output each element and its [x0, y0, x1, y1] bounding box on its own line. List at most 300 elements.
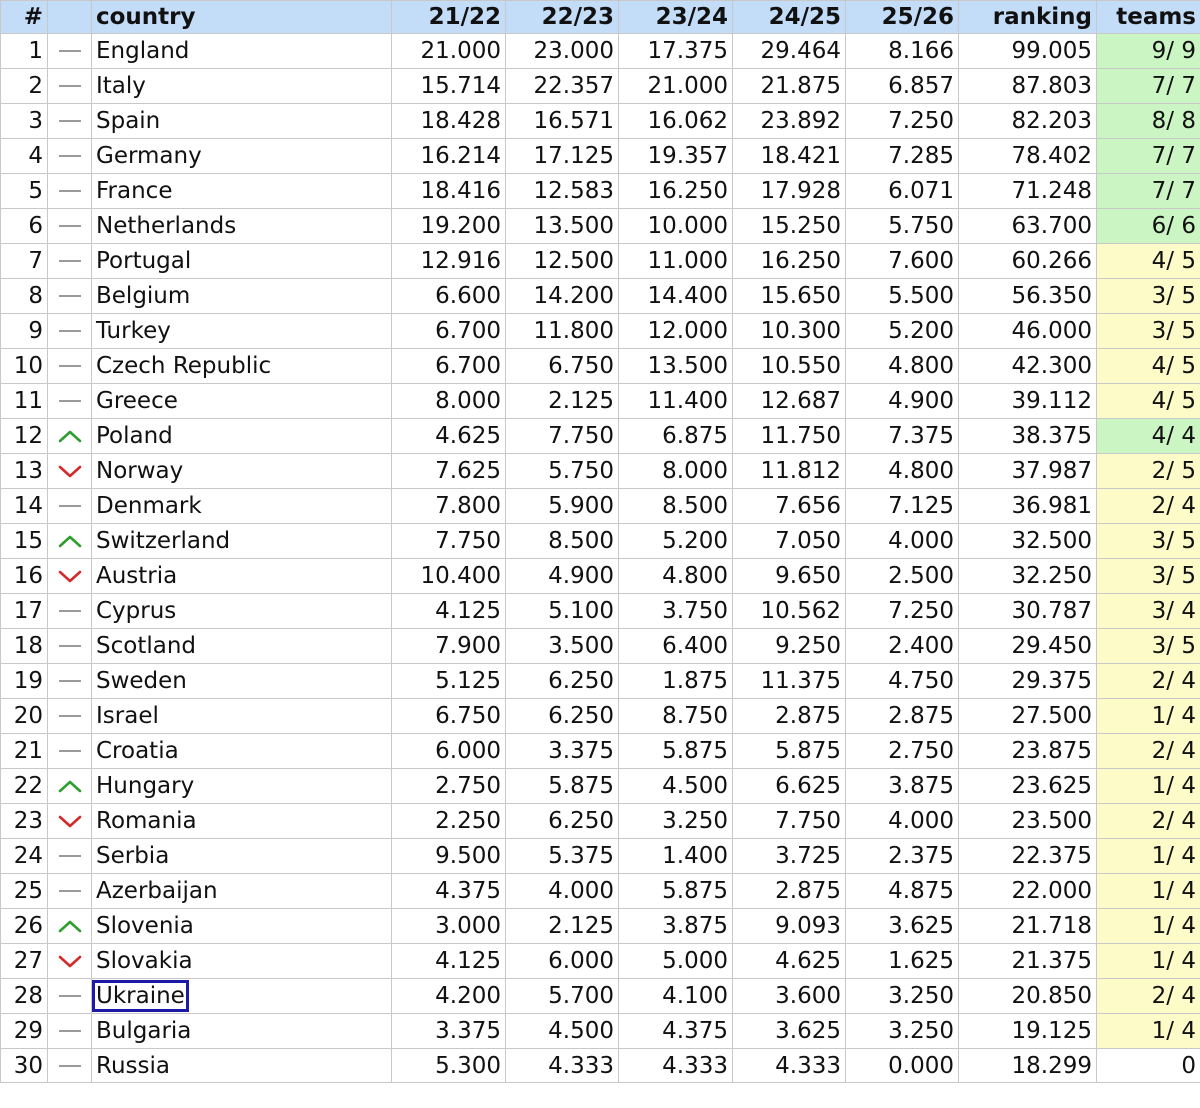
table-row[interactable]	[1, 944, 1200, 979]
season-2223-cell: 3.375	[506, 734, 619, 769]
dash-icon	[57, 987, 83, 1005]
season-2425-cell: 7.050	[733, 524, 846, 559]
trend-cell	[48, 629, 92, 664]
season-2324-cell: 5.000	[619, 944, 733, 979]
season-2526-cell: 2.500	[846, 559, 959, 594]
rank-cell: 8	[1, 279, 48, 314]
season-2526-cell: 4.900	[846, 384, 959, 419]
season-2526-cell: 7.250	[846, 594, 959, 629]
rank-cell: 22	[1, 769, 48, 804]
rank-cell: 26	[1, 909, 48, 944]
table-row[interactable]	[1, 1014, 1200, 1049]
season-2526-cell: 2.750	[846, 734, 959, 769]
season-2425-cell: 12.687	[733, 384, 846, 419]
country-cell[interactable]: Slovenia	[92, 909, 392, 944]
season-2526-cell: 3.250	[846, 1014, 959, 1049]
ranking-cell: 21.718	[959, 909, 1097, 944]
rank-cell: 17	[1, 594, 48, 629]
ranking-cell: 21.375	[959, 944, 1097, 979]
season-2425-cell: 5.875	[733, 734, 846, 769]
country-cell[interactable]: Romania	[92, 804, 392, 839]
ranking-cell: 32.250	[959, 559, 1097, 594]
trend-cell	[48, 909, 92, 944]
teams-cell: 1/ 4	[1097, 874, 1200, 909]
dash-icon	[57, 77, 83, 95]
season-2223-cell: 5.900	[506, 489, 619, 524]
rank-cell: 5	[1, 174, 48, 209]
table-row[interactable]	[1, 909, 1200, 944]
trend-cell	[48, 734, 92, 769]
season-2425-cell: 18.421	[733, 139, 846, 174]
table-row[interactable]	[1, 244, 1200, 279]
season-2526-cell: 4.750	[846, 664, 959, 699]
teams-cell: 9/ 9	[1097, 34, 1200, 69]
table-row[interactable]	[1, 314, 1200, 349]
trend-cell	[48, 34, 92, 69]
season-2122-cell: 4.125	[392, 594, 506, 629]
season-2425-cell: 9.250	[733, 629, 846, 664]
season-2526-cell: 8.166	[846, 34, 959, 69]
ranking-cell: 19.125	[959, 1014, 1097, 1049]
country-cell[interactable]: Azerbaijan	[92, 874, 392, 909]
season-2526-cell: 7.375	[846, 419, 959, 454]
header-ranking[interactable]: ranking	[959, 1, 1097, 34]
season-2324-cell: 5.875	[619, 734, 733, 769]
season-2526-cell: 5.750	[846, 209, 959, 244]
rank-cell: 12	[1, 419, 48, 454]
header-rank[interactable]: #	[1, 1, 48, 34]
season-2122-cell: 4.125	[392, 944, 506, 979]
ranking-cell: 22.375	[959, 839, 1097, 874]
dash-icon	[57, 602, 83, 620]
season-2223-cell: 5.875	[506, 769, 619, 804]
trend-cell	[48, 174, 92, 209]
season-2122-cell: 4.200	[392, 979, 506, 1014]
ranking-cell: 46.000	[959, 314, 1097, 349]
country-cell[interactable]: Belgium	[92, 279, 392, 314]
table-row[interactable]	[1, 384, 1200, 419]
season-2324-cell: 16.250	[619, 174, 733, 209]
season-2324-cell: 12.000	[619, 314, 733, 349]
rank-cell: 29	[1, 1014, 48, 1049]
dash-icon	[57, 182, 83, 200]
country-cell[interactable]: Serbia	[92, 839, 392, 874]
teams-cell: 2/ 4	[1097, 979, 1200, 1014]
country-cell[interactable]: Bulgaria	[92, 1014, 392, 1049]
ranking-cell: 87.803	[959, 69, 1097, 104]
ranking-cell: 27.500	[959, 699, 1097, 734]
trend-cell	[48, 104, 92, 139]
season-2223-cell: 6.000	[506, 944, 619, 979]
season-2425-cell: 7.656	[733, 489, 846, 524]
selected-country-label[interactable]: Ukraine	[92, 980, 189, 1012]
season-2122-cell: 6.000	[392, 734, 506, 769]
season-2425-cell: 17.928	[733, 174, 846, 209]
chevron-down-icon	[57, 462, 83, 480]
teams-cell: 2/ 4	[1097, 489, 1200, 524]
season-2122-cell: 21.000	[392, 34, 506, 69]
rank-cell: 6	[1, 209, 48, 244]
rank-cell: 4	[1, 139, 48, 174]
table-row[interactable]	[1, 104, 1200, 139]
season-2526-cell: 4.800	[846, 349, 959, 384]
season-2425-cell: 29.464	[733, 34, 846, 69]
season-2324-cell: 13.500	[619, 349, 733, 384]
header-country[interactable]: country	[92, 1, 392, 34]
rank-cell: 16	[1, 559, 48, 594]
country-cell[interactable]: Portugal	[92, 244, 392, 279]
season-2324-cell: 5.875	[619, 874, 733, 909]
ranking-cell: 56.350	[959, 279, 1097, 314]
dash-icon	[57, 672, 83, 690]
rank-cell: 23	[1, 804, 48, 839]
season-2324-cell: 11.000	[619, 244, 733, 279]
season-2223-cell: 13.500	[506, 209, 619, 244]
ranking-cell: 39.112	[959, 384, 1097, 419]
country-cell[interactable]: Cyprus	[92, 594, 392, 629]
season-2223-cell: 2.125	[506, 909, 619, 944]
rank-cell: 7	[1, 244, 48, 279]
ranking-cell: 36.981	[959, 489, 1097, 524]
season-2223-cell: 22.357	[506, 69, 619, 104]
table-row[interactable]	[1, 174, 1200, 209]
country-cell[interactable]: Hungary	[92, 769, 392, 804]
header-season-2324[interactable]: 23/24	[619, 1, 733, 34]
season-2122-cell: 10.400	[392, 559, 506, 594]
table-row[interactable]	[1, 419, 1200, 454]
season-2526-cell: 7.285	[846, 139, 959, 174]
season-2526-cell: 4.875	[846, 874, 959, 909]
trend-cell	[48, 944, 92, 979]
season-2425-cell: 23.892	[733, 104, 846, 139]
season-2526-cell: 2.375	[846, 839, 959, 874]
dash-icon	[57, 847, 83, 865]
dash-icon	[57, 497, 83, 515]
teams-cell: 1/ 4	[1097, 769, 1200, 804]
season-2425-cell: 7.750	[733, 804, 846, 839]
teams-cell: 4/ 5	[1097, 349, 1200, 384]
ranking-cell: 20.850	[959, 979, 1097, 1014]
table-row[interactable]	[1, 559, 1200, 594]
country-cell[interactable]: England	[92, 34, 392, 69]
rank-cell: 1	[1, 34, 48, 69]
ranking-cell: 23.625	[959, 769, 1097, 804]
rank-cell: 19	[1, 664, 48, 699]
table-row[interactable]	[1, 699, 1200, 734]
trend-cell	[48, 664, 92, 699]
season-2526-cell: 0.000	[846, 1049, 959, 1083]
season-2425-cell: 10.550	[733, 349, 846, 384]
season-2122-cell: 7.800	[392, 489, 506, 524]
season-2526-cell: 4.000	[846, 524, 959, 559]
dash-icon	[57, 357, 83, 375]
table-row[interactable]	[1, 769, 1200, 804]
dash-icon	[57, 322, 83, 340]
season-2223-cell: 6.250	[506, 664, 619, 699]
season-2223-cell: 5.100	[506, 594, 619, 629]
season-2526-cell: 3.250	[846, 979, 959, 1014]
season-2223-cell: 4.500	[506, 1014, 619, 1049]
table-row[interactable]	[1, 209, 1200, 244]
dash-icon	[57, 42, 83, 60]
season-2122-cell: 7.750	[392, 524, 506, 559]
season-2324-cell: 8.500	[619, 489, 733, 524]
chevron-up-icon	[57, 532, 83, 550]
ranking-cell: 99.005	[959, 34, 1097, 69]
header-season-2425[interactable]: 24/25	[733, 1, 846, 34]
ranking-cell: 23.875	[959, 734, 1097, 769]
trend-cell	[48, 314, 92, 349]
season-2526-cell: 2.875	[846, 699, 959, 734]
country-cell[interactable]: Croatia	[92, 734, 392, 769]
season-2324-cell: 4.500	[619, 769, 733, 804]
season-2122-cell: 3.375	[392, 1014, 506, 1049]
trend-cell	[48, 524, 92, 559]
teams-cell: 2/ 4	[1097, 734, 1200, 769]
rank-cell: 3	[1, 104, 48, 139]
season-2526-cell: 3.875	[846, 769, 959, 804]
table-row[interactable]	[1, 594, 1200, 629]
table-row[interactable]	[1, 874, 1200, 909]
rank-cell: 11	[1, 384, 48, 419]
table-row[interactable]	[1, 349, 1200, 384]
season-2223-cell: 17.125	[506, 139, 619, 174]
country-cell[interactable]: Russia	[92, 1049, 392, 1083]
table-row[interactable]	[1, 664, 1200, 699]
table-row[interactable]	[1, 139, 1200, 174]
season-2122-cell: 6.750	[392, 699, 506, 734]
season-2223-cell: 6.750	[506, 349, 619, 384]
season-2425-cell: 2.875	[733, 874, 846, 909]
dash-icon	[57, 287, 83, 305]
table-row[interactable]	[1, 804, 1200, 839]
trend-cell	[48, 139, 92, 174]
season-2122-cell: 6.700	[392, 349, 506, 384]
country-cell[interactable]: Austria	[92, 559, 392, 594]
country-cell[interactable]: Greece	[92, 384, 392, 419]
trend-cell	[48, 979, 92, 1014]
season-2526-cell: 6.071	[846, 174, 959, 209]
dash-icon	[57, 112, 83, 130]
teams-cell: 8/ 8	[1097, 104, 1200, 139]
season-2526-cell: 4.000	[846, 804, 959, 839]
dash-icon	[57, 882, 83, 900]
season-2324-cell: 4.800	[619, 559, 733, 594]
teams-cell: 7/ 7	[1097, 139, 1200, 174]
season-2526-cell: 7.250	[846, 104, 959, 139]
season-2223-cell: 2.125	[506, 384, 619, 419]
rank-cell: 28	[1, 979, 48, 1014]
rank-cell: 15	[1, 524, 48, 559]
ranking-cell: 38.375	[959, 419, 1097, 454]
season-2324-cell: 21.000	[619, 69, 733, 104]
chevron-up-icon	[57, 777, 83, 795]
season-2324-cell: 4.333	[619, 1049, 733, 1083]
season-2526-cell: 4.800	[846, 454, 959, 489]
dash-icon	[57, 707, 83, 725]
season-2223-cell: 12.500	[506, 244, 619, 279]
table-row[interactable]	[1, 1049, 1200, 1083]
trend-cell	[48, 839, 92, 874]
table-row[interactable]	[1, 629, 1200, 664]
trend-cell	[48, 244, 92, 279]
country-cell[interactable]: Netherlands	[92, 209, 392, 244]
ranking-cell: 22.000	[959, 874, 1097, 909]
ranking-cell: 32.500	[959, 524, 1097, 559]
season-2324-cell: 3.750	[619, 594, 733, 629]
season-2223-cell: 5.700	[506, 979, 619, 1014]
country-cell[interactable]: Scotland	[92, 629, 392, 664]
season-2324-cell: 5.200	[619, 524, 733, 559]
country-cell[interactable]: Poland	[92, 419, 392, 454]
season-2324-cell: 1.875	[619, 664, 733, 699]
trend-cell	[48, 559, 92, 594]
ranking-cell: 29.375	[959, 664, 1097, 699]
trend-cell	[48, 279, 92, 314]
season-2425-cell: 15.250	[733, 209, 846, 244]
ranking-cell: 82.203	[959, 104, 1097, 139]
teams-cell: 0	[1097, 1049, 1200, 1083]
season-2324-cell: 6.875	[619, 419, 733, 454]
trend-cell	[48, 384, 92, 419]
season-2324-cell: 17.375	[619, 34, 733, 69]
country-cell[interactable]: Italy	[92, 69, 392, 104]
teams-cell: 7/ 7	[1097, 69, 1200, 104]
rank-cell: 9	[1, 314, 48, 349]
ranking-cell: 37.987	[959, 454, 1097, 489]
header-trend	[48, 1, 92, 34]
season-2223-cell: 5.750	[506, 454, 619, 489]
season-2223-cell: 4.900	[506, 559, 619, 594]
country-cell[interactable]	[92, 979, 392, 1014]
ranking-cell: 18.299	[959, 1049, 1097, 1083]
season-2223-cell: 11.800	[506, 314, 619, 349]
season-2223-cell: 12.583	[506, 174, 619, 209]
trend-cell	[48, 1014, 92, 1049]
table-row[interactable]	[1, 489, 1200, 524]
season-2223-cell: 14.200	[506, 279, 619, 314]
rank-cell: 18	[1, 629, 48, 664]
dash-icon	[57, 217, 83, 235]
season-2324-cell: 1.400	[619, 839, 733, 874]
season-2425-cell: 11.812	[733, 454, 846, 489]
ranking-cell: 30.787	[959, 594, 1097, 629]
season-2324-cell: 4.100	[619, 979, 733, 1014]
rank-cell: 13	[1, 454, 48, 489]
season-2122-cell: 7.625	[392, 454, 506, 489]
table-row[interactable]	[1, 34, 1200, 69]
header-season-2223[interactable]: 22/23	[506, 1, 619, 34]
teams-cell: 4/ 5	[1097, 244, 1200, 279]
dash-icon	[57, 1057, 83, 1075]
season-2324-cell: 11.400	[619, 384, 733, 419]
trend-cell	[48, 769, 92, 804]
chevron-down-icon	[57, 812, 83, 830]
country-cell[interactable]: Norway	[92, 454, 392, 489]
country-cell[interactable]: France	[92, 174, 392, 209]
rank-cell: 2	[1, 69, 48, 104]
trend-cell	[48, 1049, 92, 1083]
rank-cell: 20	[1, 699, 48, 734]
header-season-2526[interactable]: 25/26	[846, 1, 959, 34]
table-row[interactable]	[1, 734, 1200, 769]
season-2223-cell: 6.250	[506, 804, 619, 839]
header-season-2122[interactable]: 21/22	[392, 1, 506, 34]
country-cell[interactable]: Switzerland	[92, 524, 392, 559]
season-2324-cell: 6.400	[619, 629, 733, 664]
country-cell[interactable]: Turkey	[92, 314, 392, 349]
teams-cell: 3/ 5	[1097, 524, 1200, 559]
season-2324-cell: 3.875	[619, 909, 733, 944]
season-2425-cell: 16.250	[733, 244, 846, 279]
season-2324-cell: 19.357	[619, 139, 733, 174]
table-row[interactable]	[1, 524, 1200, 559]
rank-cell: 10	[1, 349, 48, 384]
season-2425-cell: 15.650	[733, 279, 846, 314]
country-cell[interactable]: Spain	[92, 104, 392, 139]
table-row[interactable]	[1, 839, 1200, 874]
season-2324-cell: 8.000	[619, 454, 733, 489]
rank-cell: 30	[1, 1049, 48, 1083]
country-cell[interactable]: Israel	[92, 699, 392, 734]
season-2425-cell: 11.375	[733, 664, 846, 699]
chevron-up-icon	[57, 917, 83, 935]
teams-cell: 2/ 4	[1097, 664, 1200, 699]
season-2324-cell: 10.000	[619, 209, 733, 244]
table-row[interactable]	[1, 279, 1200, 314]
ranking-cell: 78.402	[959, 139, 1097, 174]
teams-cell: 3/ 5	[1097, 279, 1200, 314]
season-2425-cell: 9.650	[733, 559, 846, 594]
trend-cell	[48, 874, 92, 909]
season-2223-cell: 7.750	[506, 419, 619, 454]
teams-cell: 6/ 6	[1097, 209, 1200, 244]
season-2223-cell: 23.000	[506, 34, 619, 69]
country-cell[interactable]: Czech Republic	[92, 349, 392, 384]
country-cell[interactable]: Denmark	[92, 489, 392, 524]
country-cell[interactable]: Slovakia	[92, 944, 392, 979]
chevron-down-icon	[57, 952, 83, 970]
teams-cell: 3/ 5	[1097, 559, 1200, 594]
ranking-cell: 23.500	[959, 804, 1097, 839]
season-2223-cell: 4.000	[506, 874, 619, 909]
season-2425-cell: 10.562	[733, 594, 846, 629]
table-row[interactable]	[1, 69, 1200, 104]
teams-cell: 1/ 4	[1097, 839, 1200, 874]
season-2324-cell: 3.250	[619, 804, 733, 839]
teams-cell: 2/ 5	[1097, 454, 1200, 489]
season-2526-cell: 6.857	[846, 69, 959, 104]
season-2425-cell: 10.300	[733, 314, 846, 349]
rank-cell: 27	[1, 944, 48, 979]
season-2324-cell: 14.400	[619, 279, 733, 314]
season-2122-cell: 5.300	[392, 1049, 506, 1083]
teams-cell: 1/ 4	[1097, 1014, 1200, 1049]
country-cell[interactable]: Sweden	[92, 664, 392, 699]
dash-icon	[57, 1022, 83, 1040]
teams-cell: 1/ 4	[1097, 699, 1200, 734]
teams-cell: 1/ 4	[1097, 944, 1200, 979]
table-header	[1, 1, 1200, 34]
ranking-cell: 71.248	[959, 174, 1097, 209]
header-teams[interactable]: teams	[1097, 1, 1200, 34]
table-row[interactable]	[1, 454, 1200, 489]
season-2122-cell: 19.200	[392, 209, 506, 244]
table-row[interactable]	[1, 979, 1200, 1014]
trend-cell	[48, 69, 92, 104]
country-cell[interactable]: Germany	[92, 139, 392, 174]
chevron-up-icon	[57, 427, 83, 445]
